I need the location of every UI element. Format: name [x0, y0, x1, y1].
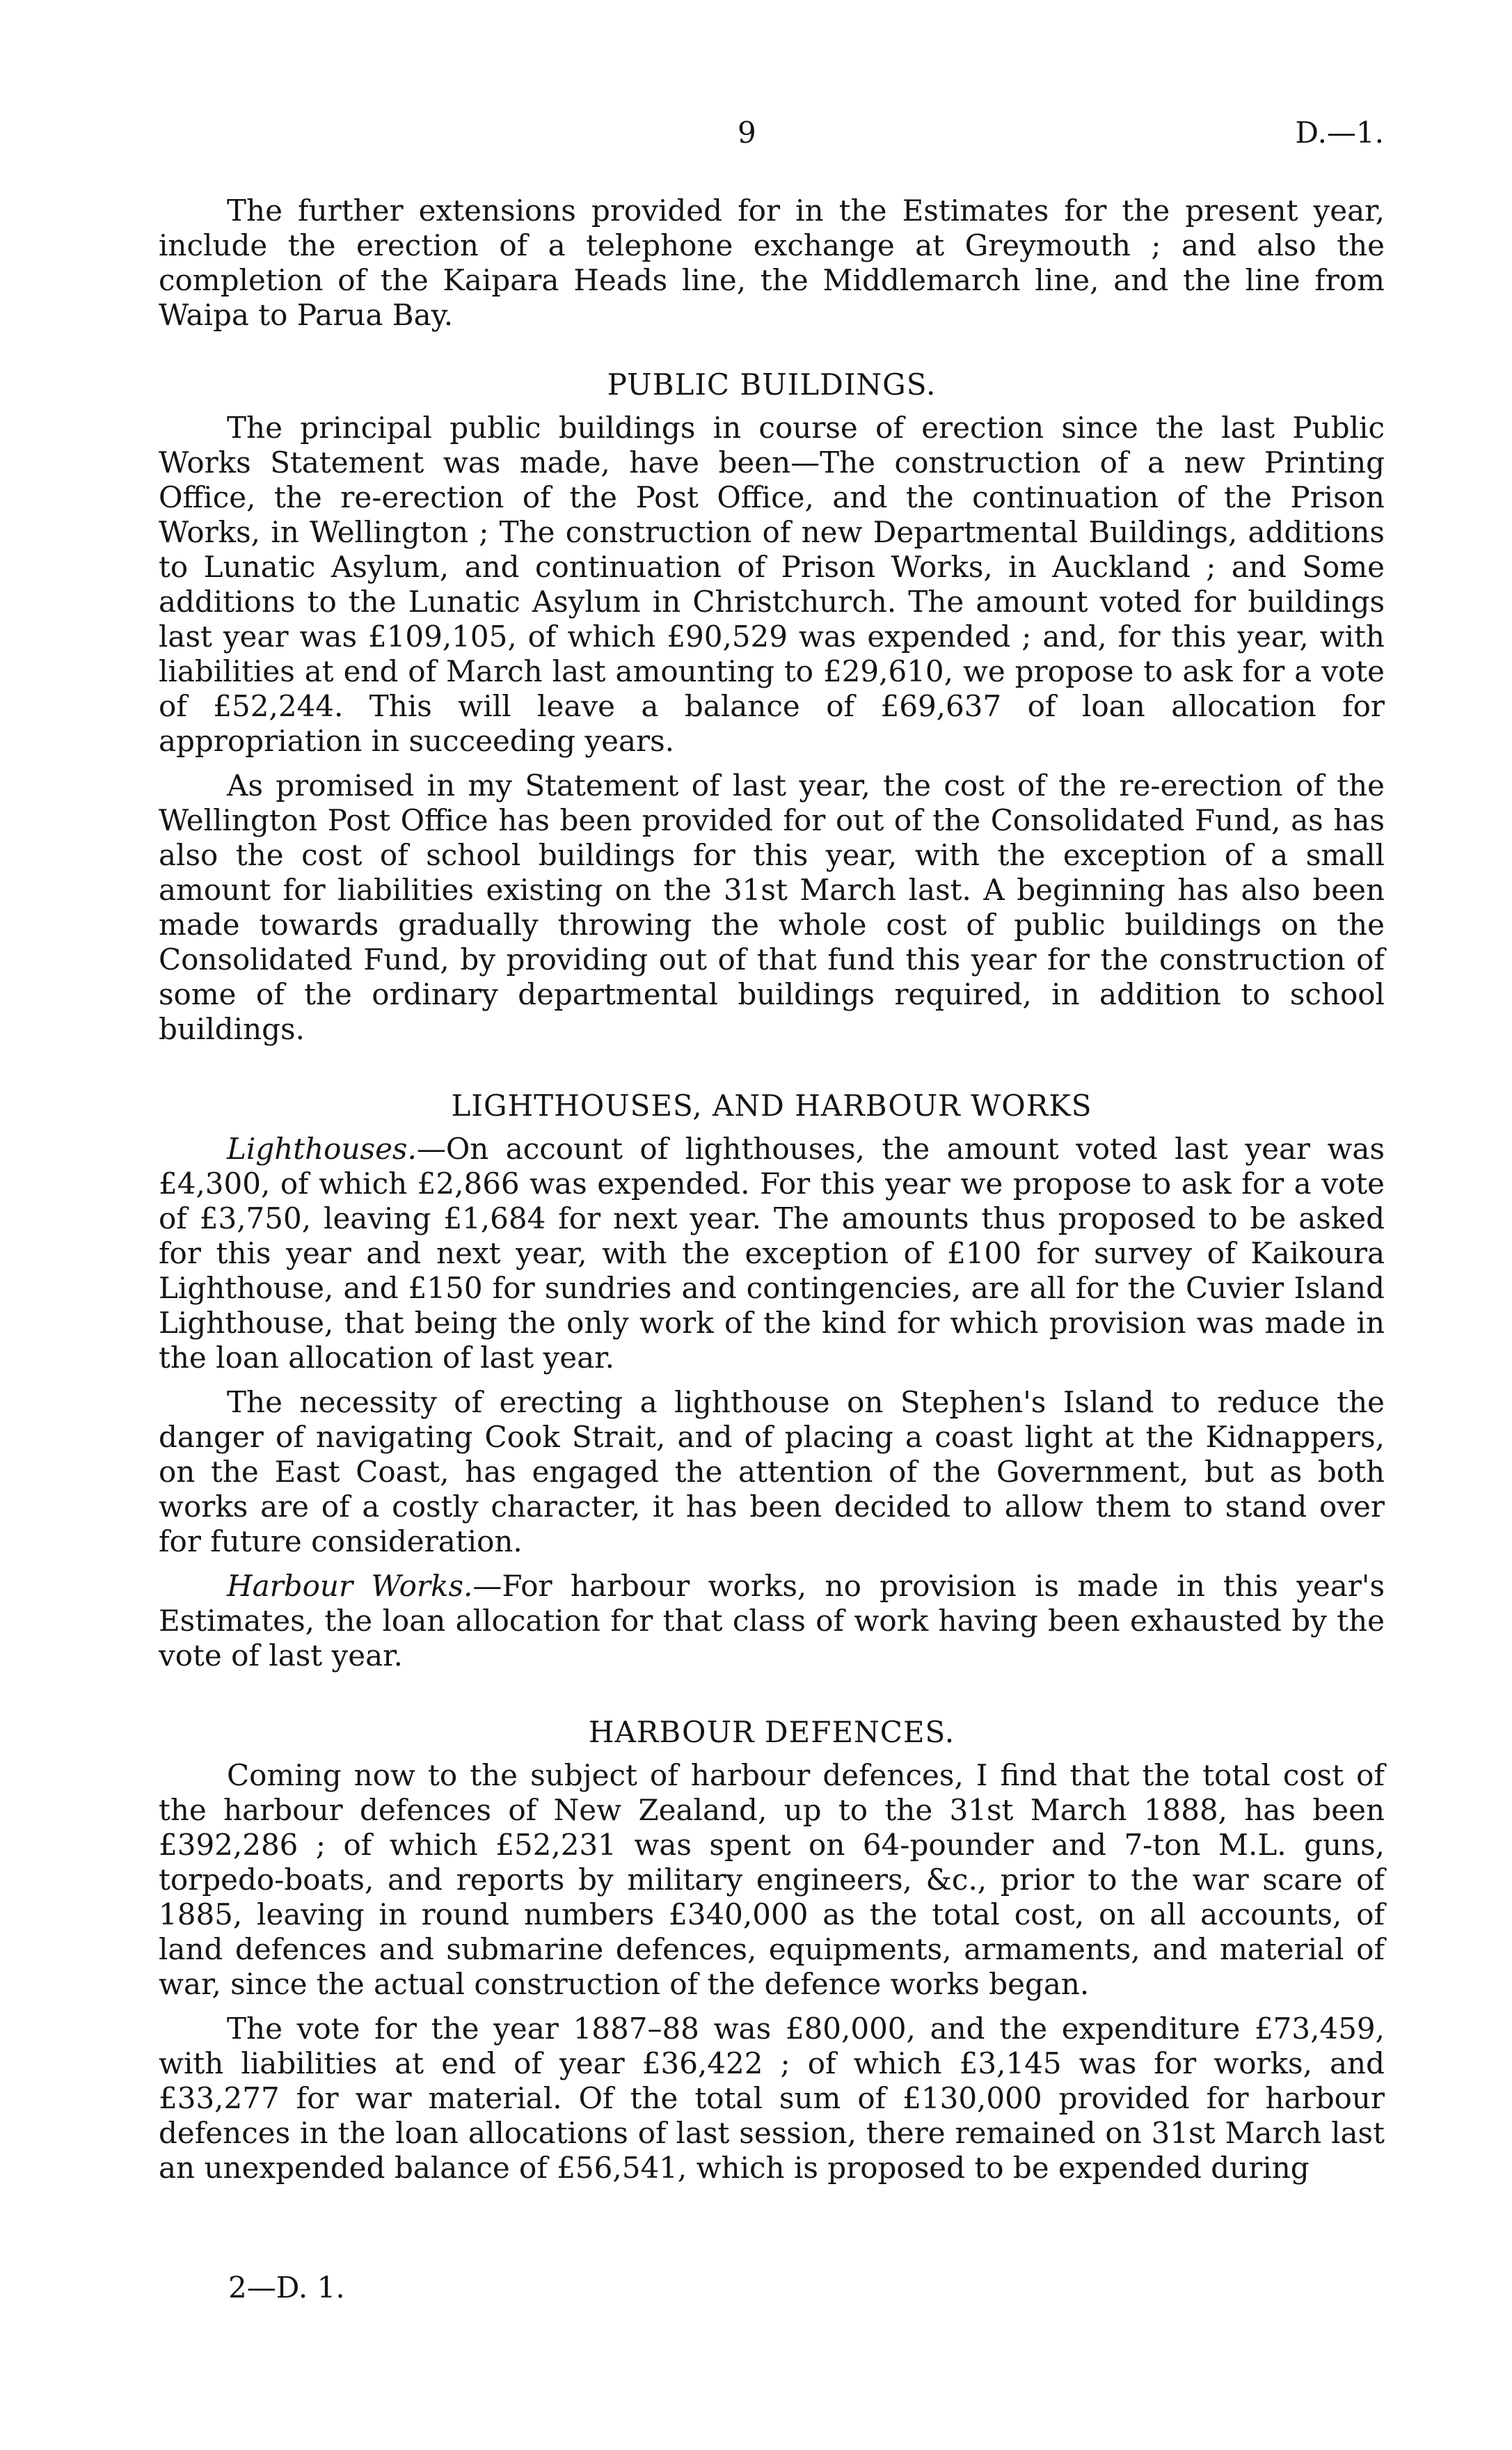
section-heading-public-buildings: PUBLIC BUILDINGS. — [607, 368, 937, 402]
signature-mark: 2—D. 1. — [228, 2270, 345, 2305]
page-number: 9 — [738, 116, 756, 150]
harbour-works-lead-in: Harbour Works. — [227, 1569, 473, 1603]
page-body — [159, 193, 1385, 2186]
public-buildings-paragraph-1: The principal public buildings in course of erection since the last Public Works Statement was made, have been—The construction of a new Printing Office, the re-erection of the Post Office, and the continuation of the Prison Works, in Wellington ; The construction of new Departmental Buildings, additions to Lunatic Asylum, and continuation of Prison Works, in Auckland ; and Some additions to the Lunatic Asylum in Christchurch. The amount voted for buildings last year was £109,105, of which £90,529 was expended ; and, for this year, with liabilities at end of March last amounting to £29,610, we propose to ask for a vote of £52,244. This will leave a balance of £69,637 of loan allocation for appropriation in succeeding years. — [159, 411, 1385, 758]
harbour-works-paragraph-body: —For harbour works, no provision is made in this year's Estimates, the loan allocation for that class of work having been exhausted by the vote of last year. — [159, 1569, 1385, 1673]
section-heading-lighthouses: LIGHTHOUSES, AND HARBOUR WORKS — [451, 1089, 1092, 1123]
lighthouses-paragraph-1 — [159, 1132, 1385, 1375]
lighthouses-paragraph-1-body: —On account of lighthouses, the amount voted last year was £4,300, of which £2,866 was expended. For this year we propose to ask for a vote of £3,750, leaving £1,684 for next year. The amounts thus proposed to be asked for this year and next year, with the exception of £100 for survey of Kaikoura Lighthouse, and £150 for sundries and contingencies, are all for the Cuvier Island Lighthouse, that being the only work of the kind for which provision was made in the loan allocation of last year. — [159, 1132, 1385, 1375]
harbour-works-paragraph — [159, 1569, 1385, 1673]
lighthouses-paragraph-2: The necessity of erecting a lighthouse on Stephen's Island to reduce the danger of navigating Cook Strait, and of placing a coast light at the Kidnappers, on the East Coast, has engaged the attention of the Government, but as both works are of a costly character, it has been decided to allow them to stand over for future consideration. — [159, 1385, 1385, 1558]
document-reference: D.—1. — [1295, 116, 1384, 150]
section-heading-harbour-defences: HARBOUR DEFENCES. — [588, 1715, 955, 1749]
harbour-defences-paragraph-1: Coming now to the subject of harbour defences, I find that the total cost of the harbour defences of New Zealand, up to the 31st March 1888, has been £392,286 ; of which £52,231 was spent on 64-pounder and 7-ton M.L. guns, torpedo-boats, and reports by military engineers, &c., prior to the war scare of 1885, leaving in round numbers £340,000 as the total cost, on all accounts, of land defences and submarine defences, equipments, armaments, and material of war, since the actual construction of the defence works began. — [159, 1758, 1385, 2001]
public-buildings-paragraph-2: As promised in my Statement of last year, the cost of the re-erection of the Wellington Post Office has been provided for out of the Consolidated Fund, as has also the cost of school buildings for this year, with the exception of a small amount for liabilities existing on the 31st March last. A beginning has also been made towards gradually throwing the whole cost of public buildings on the Consolidated Fund, by providing out of that fund this year for the construction of some of the ordinary departmental buildings required, in addition to school buildings. — [159, 768, 1385, 1046]
lighthouses-lead-in: Lighthouses. — [227, 1132, 417, 1166]
intro-paragraph: The further extensions provided for in the Estimates for the present year, include the erection of a telephone exchange at Greymouth ; and also the completion of the Kaipara Heads line, the Middlemarch line, and the line from Waipa to Parua Bay. — [159, 193, 1385, 332]
harbour-defences-paragraph-2: The vote for the year 1887–88 was £80,000, and the expenditure £73,459, with liabilities at end of year £36,422 ; of which £3,145 was for works, and £33,277 for war material. Of the total sum of £130,000 provided for harbour defences in the loan allocations of last session, there remained on 31st March last an unexpended balance of £56,541, which is proposed to be expended during — [159, 2012, 1385, 2185]
